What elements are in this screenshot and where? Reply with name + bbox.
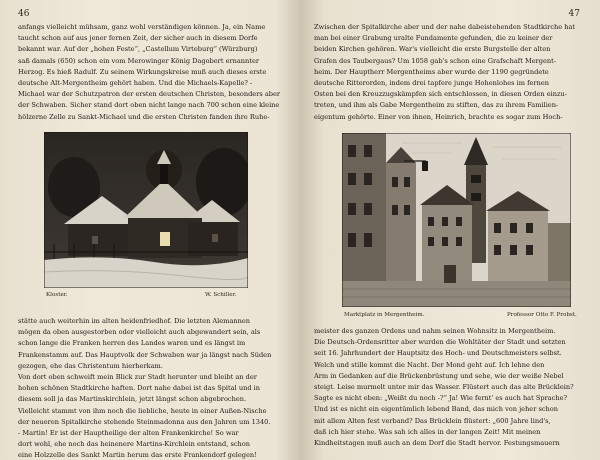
text-block-top xyxy=(18,22,280,123)
illustration-marktplatz xyxy=(342,133,571,307)
text-line: stätte auch weiterhin im alten heidenfriedhof. Die letzten Alemannen xyxy=(18,317,251,325)
text-block-bottom xyxy=(314,326,582,449)
text-line: der neueren Spitalkirche stehende Steinmadonna aus den Jahren um 1340. xyxy=(18,417,271,426)
text-line: der Schwaben. Sicher stand dort oben nicht lange nach 700 schon eine kleine xyxy=(18,101,280,110)
text-line: hohen schönen Stadtkirche haften. Dort nahe dabei ist das Spital und in xyxy=(18,384,260,393)
text-line: Herzog. Es hieß Radulf. Zu seinem Wirkungskreise muß auch dieses erste xyxy=(18,67,267,76)
text-block-top xyxy=(314,22,582,123)
text-line: Und ist es nicht ein eigentümlich lebend Band, das mich von jeher schon xyxy=(314,405,559,414)
text-line: Von dort oben schweift mein Blick zur Stadt herunter und bleibt an der xyxy=(18,373,257,382)
text-line: mit allem Alten fest verband? Das Brücklein flüstert: „600 Jahre lind's, xyxy=(314,416,551,425)
figure-credit: Professor Otto F. Probst. xyxy=(507,312,577,318)
illustration-kloster xyxy=(44,132,248,288)
text-block-bottom xyxy=(18,316,280,460)
text-line: hölzerne Zelle zu Sankt-Michael und die ersten Christen fanden ihre Ruhe- xyxy=(18,112,270,121)
text-line: heim. Der Hauptherr Mergentheims aber wurde der 1190 gegründete xyxy=(314,67,549,76)
text-line: taucht schon auf aus jener fernen Zeit, der sicher auch in diesem Dorfe xyxy=(18,34,258,43)
text-line: anfangs vielleicht mühsam, ganz wohl verständigen können. Ja, ein Name xyxy=(18,23,266,31)
page-number: 47 xyxy=(568,9,580,19)
text-line: - Martin! Er ist der Hauptheilige der alten Frankenkirche! So war xyxy=(18,429,239,438)
text-line: Grafen des Taubergaus? Um 1058 gab's schon eine Grafschaft Mergent- xyxy=(314,56,557,65)
text-line: Sagte es nicht eben: „Weißt du noch -?“ Ja! Wie fernt' es auch hat Sprache? xyxy=(314,394,568,403)
text-line: man bei einer Grabung uralte Fundamente gefunden, die zu keiner der xyxy=(314,34,553,43)
text-line: steigt. Leise murmelt unter mir das Wasser. Flüstert auch das alte Brücklein? xyxy=(314,383,574,392)
text-line: mögen da oben ausgestorben oder vielleicht auch abgewandert sein, als xyxy=(18,328,261,337)
text-line: Arm in Gedanken auf die Brückenbrüstung und sehe, wie der weiße Nebel xyxy=(314,371,564,380)
text-line: Frankenstamm auf. Das Hauptvolk der Schwaben war ja längst nach Süden xyxy=(18,350,272,359)
text-line: Osten bei den Kreuzzugskämpfen sich entschlossen, in diesen Orden einzu- xyxy=(314,90,567,99)
text-line: eigentum gehörte. Einer von ihnen, Heinrich, brachte es sogar zum Hoch- xyxy=(314,112,563,121)
text-line: schon lange die Franken herren des Landes waren und es längst im xyxy=(18,339,246,348)
text-line: deutsche Alt-Mergentheim gehört haben. Und die Michaels-Kapelle? - xyxy=(18,79,253,88)
text-line: Zwischen der Spitalkirche aber und der nahe dabeistehenden Stadtkirche hat xyxy=(314,23,576,31)
text-line: treten, und ihm als Gabe Mergentheim zu stiften, das zu ihrem Familien- xyxy=(314,101,559,110)
text-line: saß damals (650) schon ein vom Merowinger König Dagobert ernannter xyxy=(18,56,259,65)
text-line: Die Deutsch-Ordensritter aber wurden die Wohltäter der Stadt und setzten xyxy=(314,338,566,347)
right-page xyxy=(300,0,600,460)
text-line: gezogen, ehe das Christentum hierherkam. xyxy=(18,361,163,370)
text-line: eine Holzzelle des Sankt Martin herum das erste Frankendorf gelegen! xyxy=(18,451,257,460)
text-line: dort wohl, ehe noch das heinenere Martins-Kirchlein entstand, schon xyxy=(18,440,250,449)
text-line: deutsche Ritterorden, indem drei tapfere junge Hohenlohes im fernen xyxy=(314,79,549,88)
text-line: diesem soll ja das Martinskirchlein, jetzt längst schon abgebrochen. xyxy=(18,395,247,404)
figure-caption: Kloster. xyxy=(46,292,68,298)
text-line: Kindheitstagen muß auch an dem Dorf die Stadt hervor. Festungsmauern xyxy=(314,439,560,448)
text-line: Welch und stille kommt die Nacht. Der Mond geht auf. Ich lehne den xyxy=(314,360,545,369)
page-number: 46 xyxy=(18,9,30,19)
text-line: meister des ganzen Ordens und nahm seinen Wohnsitz in Mergentheim. xyxy=(314,327,556,335)
figure-credit: W. Schiller. xyxy=(205,292,237,298)
text-line: bekannt war. Auf der „hohen Feste“, „Castellum Virteburg“ (Würzburg) xyxy=(18,45,258,54)
text-line: daß ich hier stehe. Was sah ich alles in der langen Zeit! Mit meinen xyxy=(314,427,541,436)
text-line: beiden Kirchen gehören. War's vielleicht die erste Burgstelle der alten xyxy=(314,45,551,54)
figure-caption: Marktplatz in Mergentheim. xyxy=(344,312,425,318)
text-line: Michael war der Schutzpatron der ersten deutschen Christen, besonders aber xyxy=(18,90,280,99)
text-line: seit 16. Jahrhundert der Hauptsitz des Hoch- und Deutschmeisters selbst. xyxy=(314,349,562,358)
text-line: Vielleicht stammt von ihm noch die liebliche, heute in einer Außen-Nische xyxy=(18,406,267,415)
